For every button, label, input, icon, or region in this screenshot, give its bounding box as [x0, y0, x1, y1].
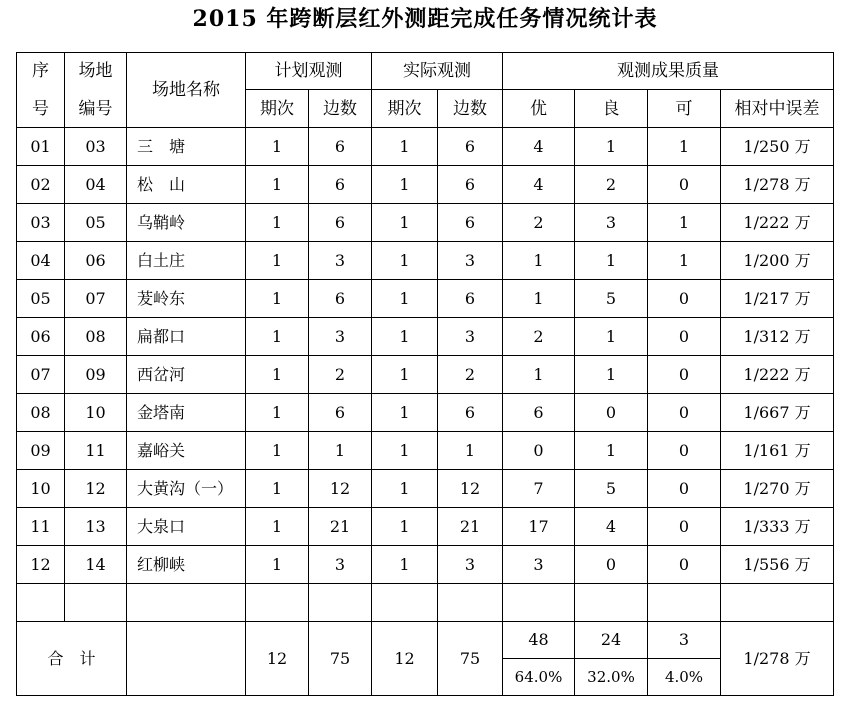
- rel-error-cell: 1/278 万: [721, 166, 834, 204]
- plan-edges-cell: 6: [309, 394, 372, 432]
- site-no-cell: 04: [65, 166, 127, 204]
- act-period-cell: 1: [372, 394, 438, 432]
- rel-error-cell: 1/556 万: [721, 546, 834, 584]
- site-name-cell: 松 山: [127, 166, 246, 204]
- act-period-cell: 1: [372, 356, 438, 394]
- excellent-cell: 4: [503, 166, 575, 204]
- act-edges-cell: 6: [438, 128, 503, 166]
- rel-error-cell: 1/667 万: [721, 394, 834, 432]
- good-cell: 4: [575, 508, 648, 546]
- header-seq: [17, 53, 65, 128]
- excellent-cell: 4: [503, 128, 575, 166]
- site-name-cell: 大泉口: [127, 508, 246, 546]
- site-name-cell: 茇岭东: [127, 280, 246, 318]
- header-seq-line1: 序: [32, 61, 49, 81]
- total-good-pct: 32.0%: [575, 659, 648, 696]
- table-row: [17, 166, 834, 204]
- good-cell: 1: [575, 318, 648, 356]
- rel-error-cell: 1/222 万: [721, 356, 834, 394]
- act-edges-cell: 6: [438, 166, 503, 204]
- rel-error-cell: 1/250 万: [721, 128, 834, 166]
- rel-error-cell: 1/200 万: [721, 242, 834, 280]
- plan-edges-cell: 6: [309, 166, 372, 204]
- total-site-name: [127, 622, 246, 696]
- seq-cell: 01: [17, 128, 65, 166]
- plan-period-cell: 1: [246, 508, 309, 546]
- header-plan-period: 期次: [246, 90, 309, 128]
- site-name-cell: 乌鞘岭: [127, 204, 246, 242]
- plan-edges-cell: 1: [309, 432, 372, 470]
- fair-cell: 0: [648, 394, 721, 432]
- table-row: [17, 546, 834, 584]
- header-site-no-line1: 场地: [78, 61, 113, 81]
- rel-error-cell: 1/217 万: [721, 280, 834, 318]
- header-site-name: 场地名称: [127, 53, 246, 128]
- plan-edges-cell: 3: [309, 546, 372, 584]
- excellent-cell: 1: [503, 242, 575, 280]
- plan-edges-cell: 6: [309, 280, 372, 318]
- site-name-cell: 红柳峡: [127, 546, 246, 584]
- total-excellent-pct: 64.0%: [503, 659, 575, 696]
- plan-period-cell: 1: [246, 280, 309, 318]
- act-period-cell: 1: [372, 280, 438, 318]
- rel-error-cell: 1/333 万: [721, 508, 834, 546]
- fair-cell: 0: [648, 546, 721, 584]
- site-no-cell: 07: [65, 280, 127, 318]
- seq-cell: 12: [17, 546, 65, 584]
- total-plan-edges: 75: [309, 622, 372, 696]
- header-good: 良: [575, 90, 648, 128]
- header-site-no-line2: 编号: [78, 99, 113, 119]
- site-name-cell: 嘉峪关: [127, 432, 246, 470]
- fair-cell: 0: [648, 432, 721, 470]
- site-no-cell: 05: [65, 204, 127, 242]
- total-fair-pct: 4.0%: [648, 659, 721, 696]
- plan-edges-cell: 2: [309, 356, 372, 394]
- good-cell: 1: [575, 356, 648, 394]
- site-no-cell: 13: [65, 508, 127, 546]
- act-period-cell: 1: [372, 204, 438, 242]
- fair-cell: 1: [648, 242, 721, 280]
- plan-edges-cell: 6: [309, 204, 372, 242]
- seq-cell: 11: [17, 508, 65, 546]
- act-period-cell: 1: [372, 242, 438, 280]
- site-no-cell: 12: [65, 470, 127, 508]
- total-excellent: 48: [503, 622, 575, 659]
- header-act-edges: 边数: [438, 90, 503, 128]
- rel-error-cell: 1/222 万: [721, 204, 834, 242]
- act-edges-cell: 6: [438, 280, 503, 318]
- header-quality: 观测成果质量: [503, 53, 834, 90]
- act-edges-cell: 3: [438, 242, 503, 280]
- excellent-cell: 17: [503, 508, 575, 546]
- plan-edges-cell: 12: [309, 470, 372, 508]
- header-excellent: 优: [503, 90, 575, 128]
- plan-edges-cell: 3: [309, 318, 372, 356]
- empty-cell: [65, 584, 127, 622]
- act-period-cell: 1: [372, 470, 438, 508]
- table-row: [17, 356, 834, 394]
- seq-cell: 06: [17, 318, 65, 356]
- empty-cell: [648, 584, 721, 622]
- table-row: [17, 128, 834, 166]
- site-name-cell: 白土庄: [127, 242, 246, 280]
- table-row: [17, 508, 834, 546]
- site-name-cell: 西岔河: [127, 356, 246, 394]
- plan-period-cell: 1: [246, 166, 309, 204]
- seq-cell: 07: [17, 356, 65, 394]
- plan-period-cell: 1: [246, 128, 309, 166]
- table-row: [17, 318, 834, 356]
- excellent-cell: 2: [503, 204, 575, 242]
- header-act-period: 期次: [372, 90, 438, 128]
- seq-cell: 05: [17, 280, 65, 318]
- fair-cell: 0: [648, 356, 721, 394]
- excellent-cell: 0: [503, 432, 575, 470]
- good-cell: 5: [575, 470, 648, 508]
- seq-cell: 09: [17, 432, 65, 470]
- site-name-cell: 三 塘: [127, 128, 246, 166]
- site-no-cell: 11: [65, 432, 127, 470]
- fair-cell: 1: [648, 128, 721, 166]
- total-act-edges: 75: [438, 622, 503, 696]
- act-period-cell: 1: [372, 166, 438, 204]
- empty-cell: [309, 584, 372, 622]
- act-edges-cell: 2: [438, 356, 503, 394]
- table-row: [17, 204, 834, 242]
- total-label: 合 计: [17, 622, 127, 696]
- plan-period-cell: 1: [246, 204, 309, 242]
- act-edges-cell: 12: [438, 470, 503, 508]
- header-rel-error: 相对中误差: [721, 90, 834, 128]
- site-no-cell: 14: [65, 546, 127, 584]
- empty-cell: [503, 584, 575, 622]
- page-title: 2015 年跨断层红外测距完成任务情况统计表: [192, 6, 658, 32]
- site-no-cell: 10: [65, 394, 127, 432]
- good-cell: 5: [575, 280, 648, 318]
- site-no-cell: 08: [65, 318, 127, 356]
- act-period-cell: 1: [372, 318, 438, 356]
- total-act-period: 12: [372, 622, 438, 696]
- excellent-cell: 2: [503, 318, 575, 356]
- plan-period-cell: 1: [246, 242, 309, 280]
- plan-edges-cell: 21: [309, 508, 372, 546]
- plan-period-cell: 1: [246, 470, 309, 508]
- empty-cell: [721, 584, 834, 622]
- excellent-cell: 7: [503, 470, 575, 508]
- site-no-cell: 09: [65, 356, 127, 394]
- act-edges-cell: 6: [438, 204, 503, 242]
- seq-cell: 04: [17, 242, 65, 280]
- fair-cell: 0: [648, 166, 721, 204]
- good-cell: 2: [575, 166, 648, 204]
- plan-period-cell: 1: [246, 546, 309, 584]
- plan-edges-cell: 6: [309, 128, 372, 166]
- empty-cell: [372, 584, 438, 622]
- excellent-cell: 1: [503, 356, 575, 394]
- plan-period-cell: 1: [246, 318, 309, 356]
- empty-cell: [246, 584, 309, 622]
- act-period-cell: 1: [372, 508, 438, 546]
- empty-cell: [17, 584, 65, 622]
- act-period-cell: 1: [372, 546, 438, 584]
- good-cell: 3: [575, 204, 648, 242]
- good-cell: 1: [575, 128, 648, 166]
- act-period-cell: 1: [372, 432, 438, 470]
- fair-cell: 0: [648, 318, 721, 356]
- rel-error-cell: 1/161 万: [721, 432, 834, 470]
- fair-cell: 0: [648, 280, 721, 318]
- total-plan-period: 12: [246, 622, 309, 696]
- header-actual: 实际观测: [372, 53, 503, 90]
- act-edges-cell: 3: [438, 318, 503, 356]
- good-cell: 0: [575, 394, 648, 432]
- act-edges-cell: 3: [438, 546, 503, 584]
- excellent-cell: 1: [503, 280, 575, 318]
- site-name-cell: 大黄沟（一）: [127, 470, 246, 508]
- good-cell: 0: [575, 546, 648, 584]
- act-edges-cell: 6: [438, 394, 503, 432]
- plan-period-cell: 1: [246, 432, 309, 470]
- plan-edges-cell: 3: [309, 242, 372, 280]
- table-row-empty: [17, 584, 834, 622]
- fair-cell: 0: [648, 470, 721, 508]
- seq-cell: 03: [17, 204, 65, 242]
- plan-period-cell: 1: [246, 394, 309, 432]
- table-row: [17, 242, 834, 280]
- table-row: [17, 394, 834, 432]
- empty-cell: [438, 584, 503, 622]
- rel-error-cell: 1/312 万: [721, 318, 834, 356]
- plan-period-cell: 1: [246, 356, 309, 394]
- excellent-cell: 6: [503, 394, 575, 432]
- act-edges-cell: 21: [438, 508, 503, 546]
- site-name-cell: 扁都口: [127, 318, 246, 356]
- act-period-cell: 1: [372, 128, 438, 166]
- seq-cell: 10: [17, 470, 65, 508]
- total-fair: 3: [648, 622, 721, 659]
- seq-cell: 08: [17, 394, 65, 432]
- header-plan-edges: 边数: [309, 90, 372, 128]
- site-name-cell: 金塔南: [127, 394, 246, 432]
- header-site-no: [65, 53, 127, 128]
- rel-error-cell: 1/270 万: [721, 470, 834, 508]
- header-seq-line2: 号: [32, 99, 49, 119]
- site-no-cell: 03: [65, 128, 127, 166]
- total-row: [17, 622, 834, 659]
- site-no-cell: 06: [65, 242, 127, 280]
- fair-cell: 1: [648, 204, 721, 242]
- table-row: [17, 470, 834, 508]
- statistics-table: [16, 52, 834, 696]
- excellent-cell: 3: [503, 546, 575, 584]
- total-rel-error: 1/278 万: [721, 622, 834, 696]
- table-row: [17, 280, 834, 318]
- good-cell: 1: [575, 242, 648, 280]
- header-fair: 可: [648, 90, 721, 128]
- table-row: [17, 432, 834, 470]
- fair-cell: 0: [648, 508, 721, 546]
- header-planned: 计划观测: [246, 53, 372, 90]
- good-cell: 1: [575, 432, 648, 470]
- total-good: 24: [575, 622, 648, 659]
- empty-cell: [127, 584, 246, 622]
- empty-cell: [575, 584, 648, 622]
- seq-cell: 02: [17, 166, 65, 204]
- act-edges-cell: 1: [438, 432, 503, 470]
